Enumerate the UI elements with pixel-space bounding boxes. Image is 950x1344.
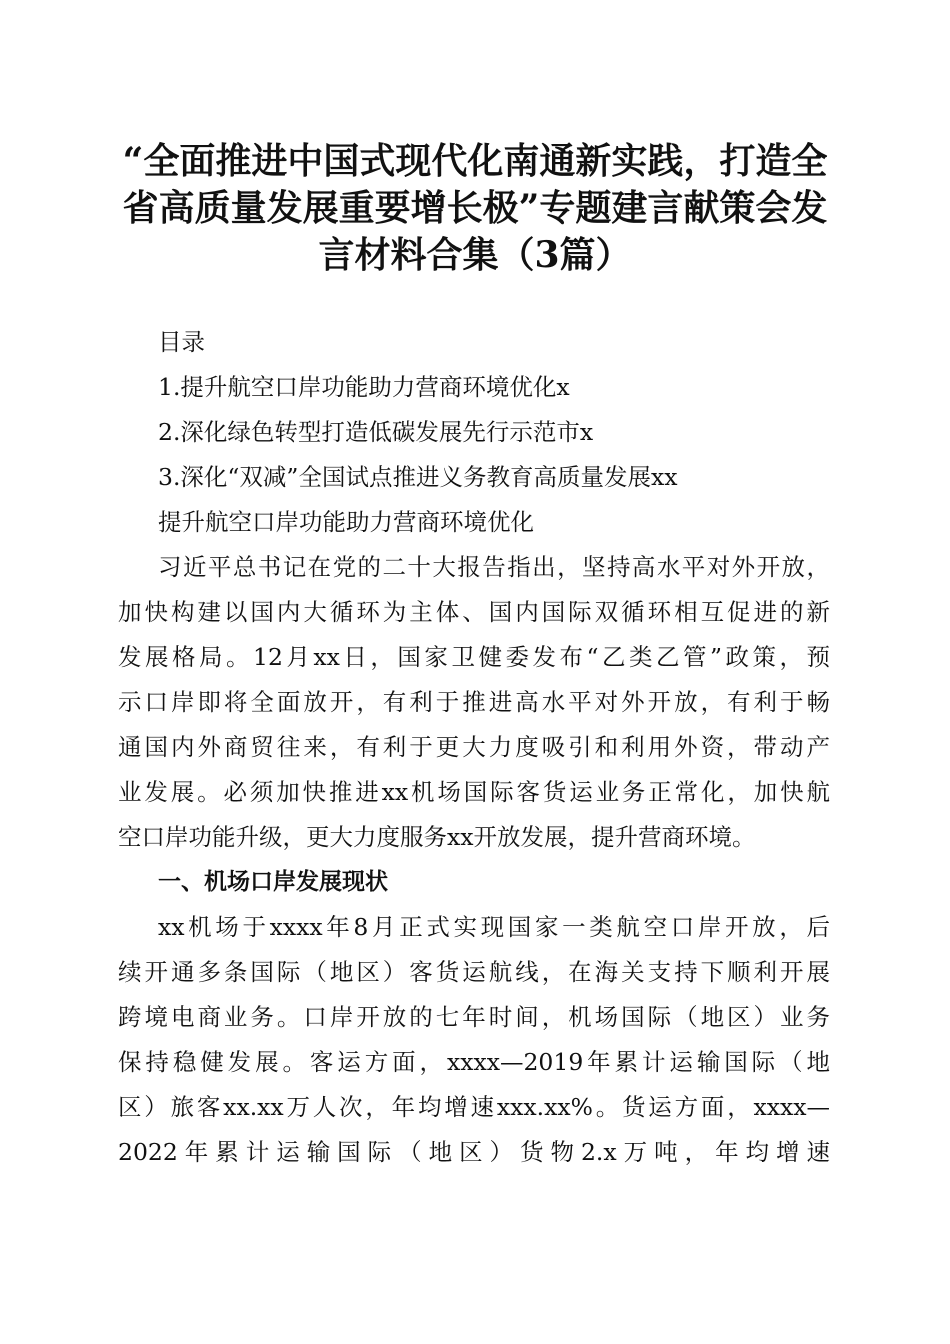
title-line-2: 省高质量发展重要增长极”专题建言献策会发: [122, 187, 828, 229]
paragraph-2-line: 2022年累计运输国际（地区）货物2.x万吨，年均增速: [118, 1138, 830, 1166]
paragraph-1-line: 示口岸即将全面放开，有利于推进高水平对外开放，有利于畅: [118, 688, 830, 716]
paragraph-1-line: 习近平总书记在党的二十大报告指出，坚持高水平对外开放，: [158, 553, 830, 581]
paragraph-2-line: 保持稳健发展。客运方面，xxxx—2019年累计运输国际（地: [118, 1048, 830, 1076]
paragraph-1-line: 业发展。必须加快推进xx机场国际客货运业务正常化，加快航: [118, 778, 830, 806]
toc-item-2: 2.深化绿色转型打造低碳发展先行示范市x: [158, 418, 594, 446]
toc-item-1: 1.提升航空口岸功能助力营商环境优化x: [158, 373, 570, 401]
title-line-1: “全面推进中国式现代化南通新实践，打造全: [122, 140, 828, 182]
paragraph-2-line: 区）旅客xx.xx万人次，年均增速xxx.xx%。货运方面，xxxx—: [118, 1093, 830, 1121]
document-title: [110, 138, 840, 279]
section-1-heading: 一、机场口岸发展现状: [158, 869, 388, 895]
title-line-3: 言材料合集（3篇）: [318, 234, 632, 276]
paragraph-1-line: 发展格局。12月xx日，国家卫健委发布“乙类乙管”政策，预: [118, 643, 830, 671]
paragraph-2-line: xx机场于xxxx年8月正式实现国家一类航空口岸开放，后: [158, 913, 830, 941]
paragraph-2-line: 续开通多条国际（地区）客货运航线，在海关支持下顺利开展: [118, 958, 830, 986]
toc-heading: 目录: [158, 328, 205, 356]
paragraph-1-line: 空口岸功能升级，更大力度服务xx开放发展，提升营商环境。: [118, 823, 756, 851]
paragraph-2-line: 跨境电商业务。口岸开放的七年时间，机场国际（地区）业务: [118, 1003, 830, 1031]
paragraph-1-line: 通国内外商贸往来，有利于更大力度吸引和利用外资，带动产: [118, 733, 830, 761]
toc-item-3: 3.深化“双减”全国试点推进义务教育高质量发展xx: [158, 463, 678, 491]
article-title: 提升航空口岸功能助力营商环境优化: [158, 508, 534, 536]
paragraph-1-line: 加快构建以国内大循环为主体、国内国际双循环相互促进的新: [118, 598, 830, 626]
